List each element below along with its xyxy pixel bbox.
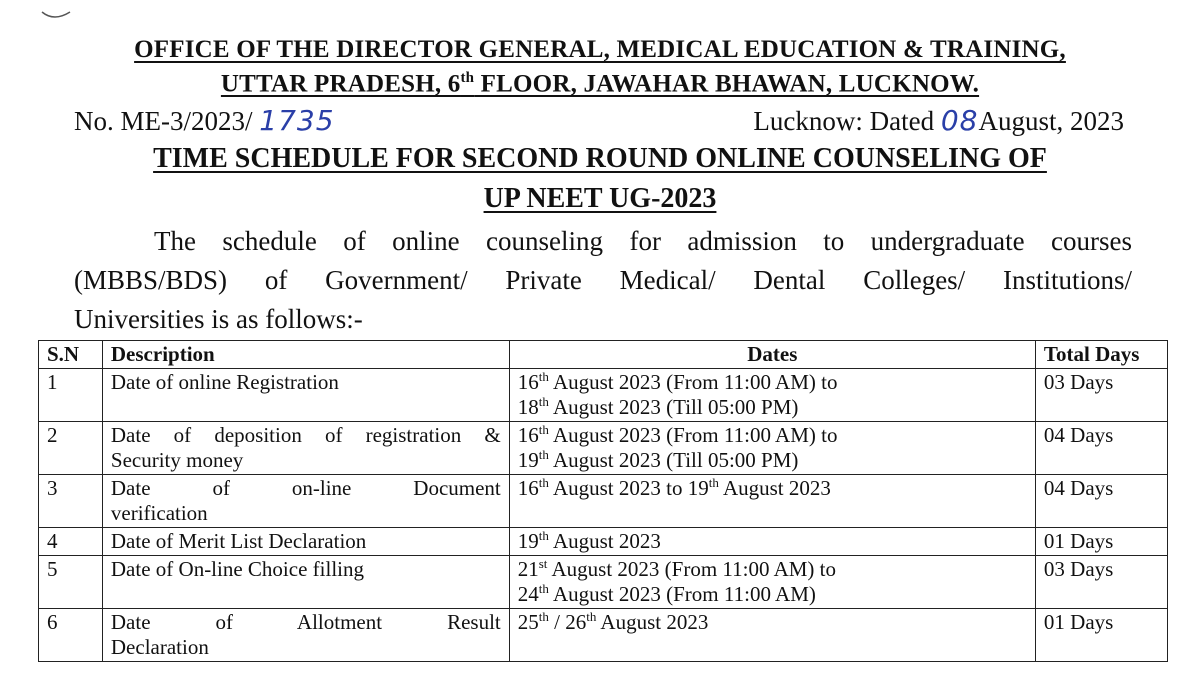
table-row xyxy=(39,556,1168,609)
table-row xyxy=(39,475,1168,528)
office-header-line1: OFFICE OF THE DIRECTOR GENERAL, MEDICAL EDUCATION & TRAINING, xyxy=(134,36,1066,63)
row-sn: 5 xyxy=(39,556,103,609)
reference-date: Lucknow: Dated 08August, 2023 xyxy=(753,104,1124,137)
row-sn: 3 xyxy=(39,475,103,528)
row-dates: 16th August 2023 (From 11:00 AM) to 19th August 2023 (Till 05:00 PM) xyxy=(509,422,1035,475)
row-description: Date of on-line Document verification xyxy=(102,475,509,528)
intro-paragraph: The schedule of online counseling for admission to undergraduate courses (MBBS/BDS) of Government/ Private Medical/ Dental Colleges/ Institutions/ Universities is as follows:- xyxy=(74,226,1132,334)
row-sn: 1 xyxy=(39,369,103,422)
schedule-table xyxy=(38,340,1168,662)
reference-number: No. ME-3/2023/ 1735 xyxy=(74,104,335,137)
row-sn: 6 xyxy=(39,609,103,662)
table-row xyxy=(39,528,1168,556)
header-total-days: Total Days xyxy=(1035,341,1167,369)
pen-mark-icon xyxy=(40,6,80,22)
schedule-title-line2: UP NEET UG-2023 xyxy=(483,183,717,214)
office-header-line2: UTTAR PRADESH, 6th FLOOR, JAWAHAR BHAWAN, LUCKNOW. xyxy=(220,70,980,98)
header-description: Description xyxy=(102,341,509,369)
row-days: 01 Days xyxy=(1035,528,1167,556)
table-header-row xyxy=(39,341,1168,369)
row-days: 04 Days xyxy=(1035,422,1167,475)
row-days: 03 Days xyxy=(1035,369,1167,422)
header-dates: Dates xyxy=(509,341,1035,369)
row-description: Date of deposition of registration & Security money xyxy=(102,422,509,475)
table-row xyxy=(39,369,1168,422)
table-row xyxy=(39,422,1168,475)
header-sn: S.N xyxy=(39,341,103,369)
row-dates: 16th August 2023 to 19th August 2023 xyxy=(509,475,1035,528)
row-sn: 2 xyxy=(39,422,103,475)
handwritten-number: 1735 xyxy=(259,104,335,137)
handwritten-day: 08 xyxy=(940,104,979,137)
reference-line xyxy=(74,104,1124,140)
row-dates: 19th August 2023 xyxy=(509,528,1035,556)
schedule-title-line1: TIME SCHEDULE FOR SECOND ROUND ONLINE COUNSELING OF xyxy=(153,143,1047,174)
row-dates: 25th / 26th August 2023 xyxy=(509,609,1035,662)
row-days: 04 Days xyxy=(1035,475,1167,528)
row-description: Date of Merit List Declaration xyxy=(102,528,509,556)
row-dates: 16th August 2023 (From 11:00 AM) to 18th August 2023 (Till 05:00 PM) xyxy=(509,369,1035,422)
row-description: Date of online Registration xyxy=(102,369,509,422)
table-row xyxy=(39,609,1168,662)
row-description: Date of On-line Choice filling xyxy=(102,556,509,609)
row-description: Date of Allotment Result Declaration xyxy=(102,609,509,662)
row-dates: 21st August 2023 (From 11:00 AM) to 24th August 2023 (From 11:00 AM) xyxy=(509,556,1035,609)
row-days: 03 Days xyxy=(1035,556,1167,609)
row-sn: 4 xyxy=(39,528,103,556)
row-days: 01 Days xyxy=(1035,609,1167,662)
